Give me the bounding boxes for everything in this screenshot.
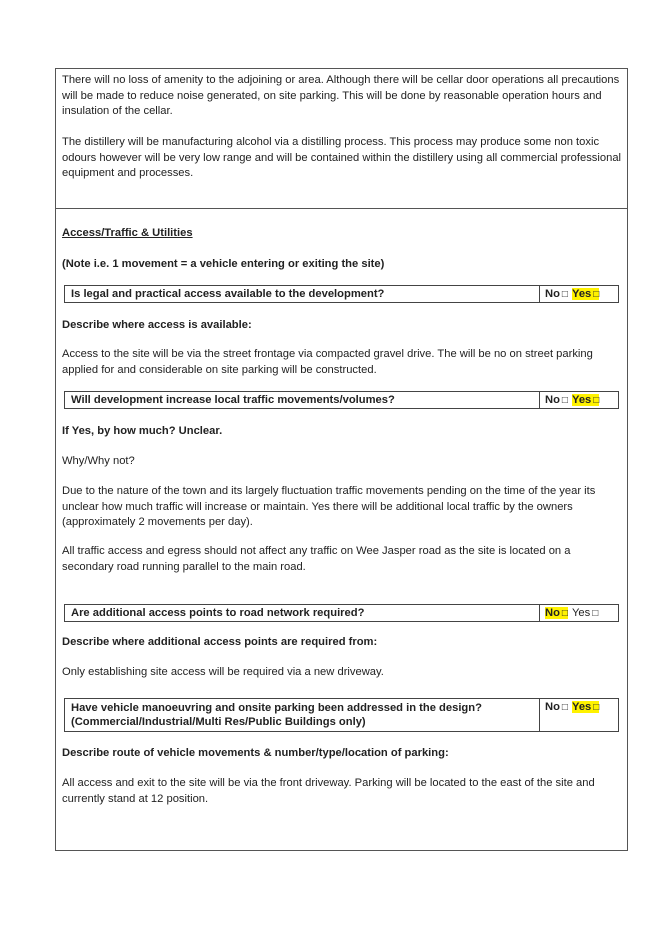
option-yes[interactable] [572,701,599,713]
option-yes-label: Yes [571,607,591,619]
checkbox-icon: □ [561,702,568,713]
checkbox-icon: □ [593,289,600,300]
question-row-additional-access [64,604,619,622]
follow-text: Due to the nature of the town and its largely fluctuation traffic movements pending on the time of the year its unclear how much traffic will increase or maintain. Yes there will be additional local traffic by the owners (approximately 2 movements per day). [62,485,596,529]
section-note: (Note i.e. 1 movement = a vehicle entering or exiting the site) [62,258,385,270]
follow-text: Access to the site will be via the street frontage via compacted gravel drive. The will be no on street parking applied for and considerable on site parking will be constructed. [62,348,593,376]
option-no-label: No [545,394,560,406]
option-yes[interactable] [572,288,599,300]
option-no[interactable] [545,701,568,713]
option-yes-label: Yes [571,288,592,300]
option-no[interactable] [545,288,568,300]
option-yes[interactable] [572,607,598,619]
option-no-label: No [545,607,560,619]
option-yes-label: Yes [571,701,592,713]
section-heading: Access/Traffic & Utilities [62,227,193,239]
option-no[interactable] [545,394,568,406]
question-text: Are additional access points to road network required? [71,606,365,619]
checkbox-icon: □ [561,395,568,406]
question-text: Have vehicle manoeuvring and onsite parking been addressed in the design? [71,701,482,714]
distillery-paragraph: The distillery will be manufacturing alcohol via a distilling process. This process may produce some non toxic odours however will be very low range and will be contained within the distillery using all commercial professional equipment and processes. [62,136,622,180]
follow-label: Describe where additional access points are required from: [62,636,378,648]
option-no[interactable] [545,607,568,619]
checkbox-icon: □ [561,289,568,300]
section-divider [56,208,627,209]
yes-no-selector [539,605,618,621]
question-subtext: (Commercial/Industrial/Multi Res/Public Buildings only) [71,716,366,728]
option-no-label: No [545,701,560,713]
yes-no-selector [539,286,618,302]
checkbox-icon: □ [593,395,600,406]
amenity-paragraph: There will no loss of amenity to the adjoining or area. Although there will be cellar door operations all precautions will be made to reduce noise generated, on site parking. This will be done by reasonable operation hours and insulation of the cellar. [62,74,620,118]
follow-label: If Yes, by how much? Unclear. [62,425,223,437]
option-yes-label: Yes [571,394,592,406]
yes-no-selector [539,392,618,408]
follow-text: All access and exit to the site will be via the front driveway. Parking will be located to the east of the site and currently stand at 12 position. [62,777,595,805]
option-yes[interactable] [572,394,599,406]
question-text-cell [65,699,539,731]
question-text: Will development increase local traffic movements/volumes? [71,393,395,406]
checkbox-icon: □ [592,608,599,619]
option-no-label: No [545,288,560,300]
why-label: Why/Why not? [62,455,135,467]
form-page [55,68,628,851]
follow-label: Describe route of vehicle movements & number/type/location of parking: [62,747,449,759]
question-row-parking [64,698,619,732]
checkbox-icon: □ [593,702,600,713]
follow-text: Only establishing site access will be required via a new driveway. [62,666,384,678]
follow-text-2: All traffic access and egress should not affect any traffic on Wee Jasper road as the site is located on a secondary road running parallel to the main road. [62,545,571,573]
checkbox-icon: □ [561,608,568,619]
question-row-traffic-increase [64,391,619,409]
follow-label: Describe where access is available: [62,319,252,331]
question-text: Is legal and practical access available to the development? [71,287,385,300]
question-row-legal-access [64,285,619,303]
yes-no-selector [539,699,618,731]
